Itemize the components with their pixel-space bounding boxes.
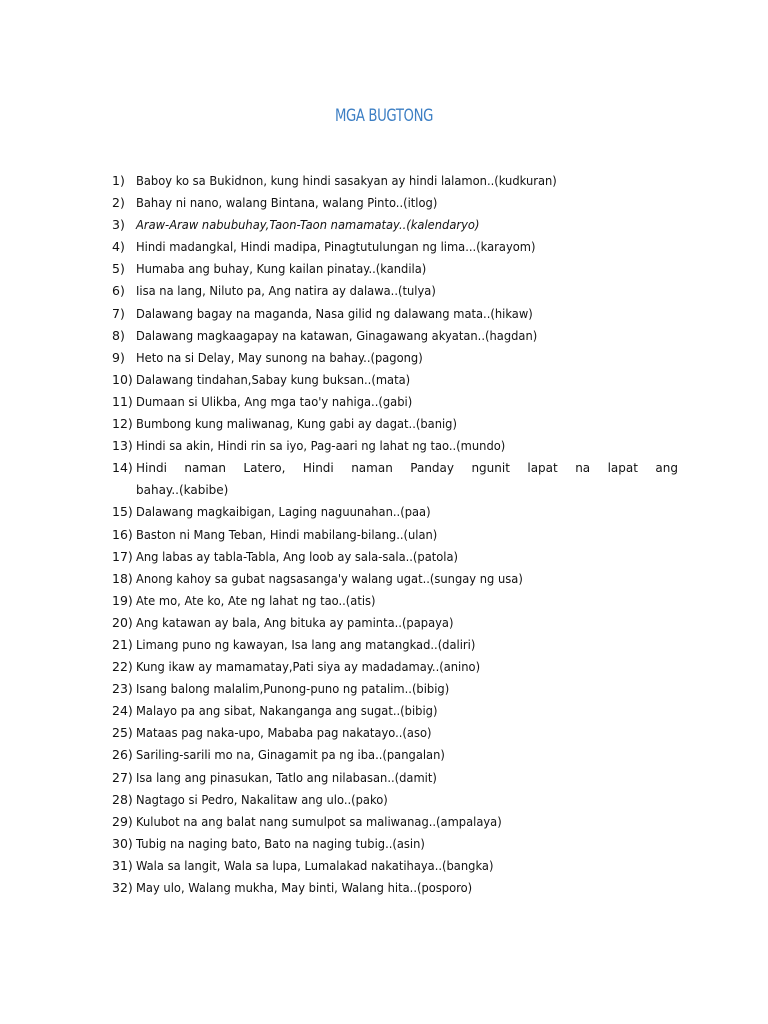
item-text: Mataas pag naka-upo, Mababa pag nakatayo..(aso) (136, 725, 432, 741)
item-text: Bahay ni nano, walang Bintana, walang Pinto..(itlog) (136, 195, 438, 211)
item-number: 3) (112, 217, 125, 233)
list-item (112, 767, 678, 789)
list-item (112, 744, 678, 766)
item-number: 4) (112, 239, 125, 255)
item-text: Isa lang ang pinasukan, Tatlo ang nilabasan..(damit) (136, 769, 437, 785)
list-item (112, 369, 678, 391)
item-number: 29) (112, 813, 133, 829)
list-item (112, 501, 678, 523)
list-item (112, 258, 678, 280)
item-text: Isang balong malalim,Punong-puno ng patalim..(bibig) (136, 681, 450, 697)
list-item (112, 435, 678, 457)
list-item (112, 214, 678, 236)
list-item (112, 280, 678, 302)
item-number: 25) (112, 725, 133, 741)
list-item (112, 170, 678, 192)
item-text: Bumbong kung maliwanag, Kung gabi ay dagat..(banig) (136, 416, 457, 432)
item-number: 22) (112, 659, 133, 675)
page-title: MGA BUGTONG (334, 106, 434, 126)
item-number: 5) (112, 261, 125, 277)
list-item (112, 722, 678, 744)
item-number: 1) (112, 173, 125, 188)
list-item (112, 612, 678, 634)
list-item (112, 546, 678, 568)
item-number: 28) (112, 791, 133, 807)
list-item (112, 325, 678, 347)
item-number: 23) (112, 681, 133, 697)
list-item (112, 811, 678, 833)
item-text: Araw-Araw nabubuhay,Taon-Taon namamatay..(kalendaryo) (136, 217, 480, 233)
item-text: Limang puno ng kawayan, Isa lang ang matangkad..(daliri) (136, 636, 476, 652)
item-number: 13) (112, 438, 133, 454)
item-text: Dalawang tindahan,Sabay kung buksan..(mata) (136, 371, 411, 387)
item-text: Dumaan si Ulikba, Ang mga tao'y nahiga..(gabi) (136, 393, 413, 409)
list-item (112, 700, 678, 722)
item-text: Kung ikaw ay mamamatay,Pati siya ay madadamay..(anino) (136, 659, 481, 675)
item-number: 30) (112, 835, 133, 851)
item-text: Baboy ko sa Bukidnon, kung hindi sasakyan ay hindi lalamon..(kudkuran) (136, 173, 557, 188)
item-text: Dalawang bagay na maganda, Nasa gilid ng dalawang mata..(hikaw) (136, 305, 533, 321)
item-number: 20) (112, 614, 133, 630)
item-number: 24) (112, 703, 133, 719)
list-item (112, 590, 678, 612)
item-number: 16) (112, 526, 133, 542)
item-text: Heto na si Delay, May sunong na bahay..(pagong) (136, 349, 423, 365)
list-item (112, 678, 678, 700)
item-number: 21) (112, 636, 133, 652)
list-item (112, 877, 678, 899)
list-item (112, 391, 678, 413)
item-number: 10) (112, 371, 133, 387)
item-number: 11) (112, 393, 133, 409)
item-number: 7) (112, 305, 125, 321)
list-item (112, 789, 678, 811)
item-text: Baston ni Mang Teban, Hindi mabilang-bilang..(ulan) (136, 526, 438, 542)
list-item (112, 236, 678, 258)
riddle-list (112, 170, 678, 899)
item-text: Ate mo, Ate ko, Ate ng lahat ng tao..(atis) (136, 592, 376, 608)
item-number: 17) (112, 548, 133, 564)
item-text: Dalawang magkaibigan, Laging naguunahan..(paa) (136, 504, 431, 520)
item-text: Dalawang magkaagapay na katawan, Ginagawang akyatan..(hagdan) (136, 327, 538, 343)
item-text: Anong kahoy sa gubat nagsasanga'y walang ugat..(sungay ng usa) (136, 570, 523, 586)
item-number: 8) (112, 327, 125, 343)
item-text: Hindi madangkal, Hindi madipa, Pinagtutulungan ng lima...(karayom) (136, 239, 536, 255)
item-text: Iisa na lang, Niluto pa, Ang natira ay dalawa..(tulya) (136, 283, 436, 299)
list-item (112, 855, 678, 877)
item-text-line-2: bahay..(kabibe) (136, 483, 229, 498)
item-number: 12) (112, 416, 133, 432)
item-text-line-1: Hindi naman Latero, Hindi naman Panday ngunit lapat na lapat ang (136, 461, 678, 476)
item-number: 31) (112, 857, 133, 873)
list-item (112, 457, 678, 501)
list-item (112, 192, 678, 214)
item-text (136, 457, 678, 501)
item-text: Kulubot na ang balat nang sumulpot sa maliwanag..(ampalaya) (136, 813, 502, 829)
item-number: 14) (112, 460, 133, 476)
item-text: Ang labas ay tabla-Tabla, Ang loob ay sala-sala..(patola) (136, 548, 459, 564)
item-number: 15) (112, 504, 133, 520)
item-number: 32) (112, 880, 133, 895)
list-item (112, 833, 678, 855)
item-text: Sariling-sarili mo na, Ginagamit pa ng iba..(pangalan) (136, 747, 445, 763)
item-text: Tubig na naging bato, Bato na naging tubig..(asin) (136, 835, 425, 851)
item-number: 6) (112, 283, 125, 299)
item-number: 9) (112, 349, 125, 365)
list-item (112, 413, 678, 435)
list-item (112, 524, 678, 546)
item-number: 26) (112, 747, 133, 763)
item-text: Wala sa langit, Wala sa lupa, Lumalakad nakatihaya..(bangka) (136, 857, 494, 873)
item-number: 18) (112, 570, 133, 586)
list-item (112, 656, 678, 678)
item-number: 19) (112, 592, 133, 608)
list-item (112, 303, 678, 325)
item-text: Humaba ang buhay, Kung kailan pinatay..(kandila) (136, 261, 427, 277)
item-text: Ang katawan ay bala, Ang bituka ay paminta..(papaya) (136, 614, 454, 630)
list-item (112, 568, 678, 590)
item-text: Malayo pa ang sibat, Nakanganga ang sugat..(bibig) (136, 703, 438, 719)
list-item (112, 634, 678, 656)
list-item (112, 347, 678, 369)
item-text: May ulo, Walang mukha, May binti, Walang hita..(posporo) (136, 880, 473, 895)
item-text: Nagtago si Pedro, Nakalitaw ang ulo..(pako) (136, 791, 388, 807)
item-text: Hindi sa akin, Hindi rin sa iyo, Pag-aari ng lahat ng tao..(mundo) (136, 438, 506, 454)
item-number: 2) (112, 195, 125, 211)
item-number: 27) (112, 769, 133, 785)
